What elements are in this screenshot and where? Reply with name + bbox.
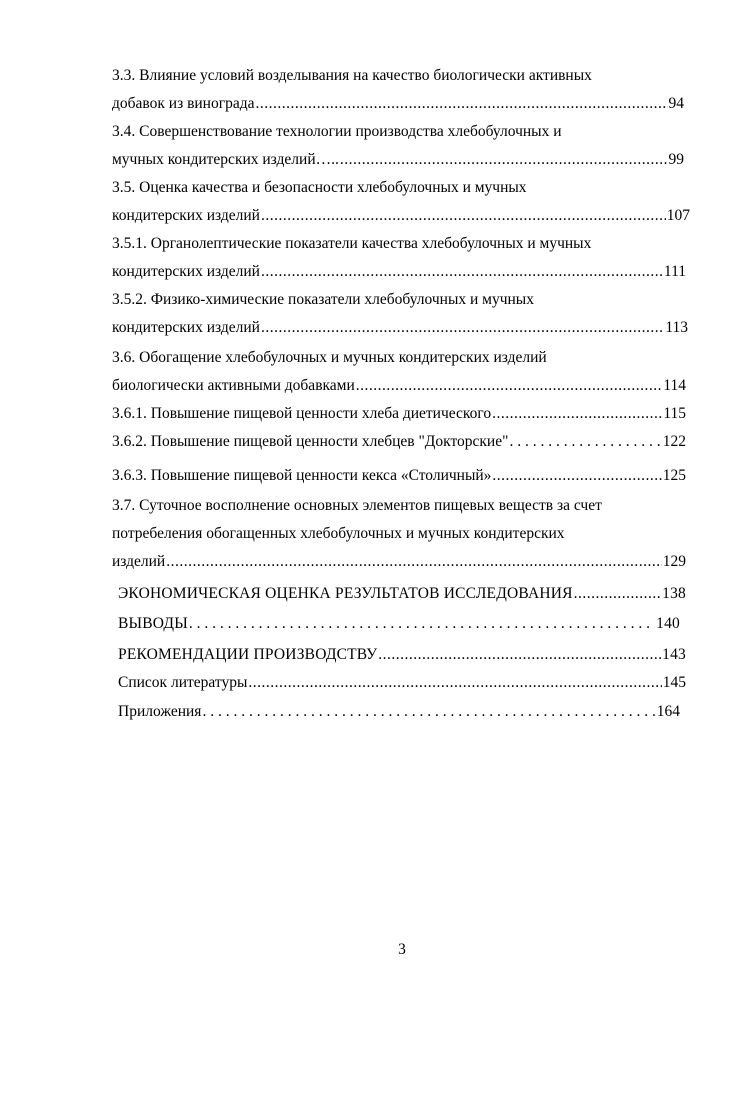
toc-entry-conclusions: [118, 614, 680, 634]
dot-leader: [492, 466, 661, 486]
toc-entry-3-7: [112, 552, 686, 572]
toc-page-number: 94: [668, 95, 684, 112]
toc-entry-title: биологически активными добавками: [112, 377, 355, 394]
dot-leader: [166, 552, 662, 572]
toc-entry-economic: [118, 584, 686, 604]
toc-page-number: 125: [662, 467, 686, 484]
toc-entry-title: добавок из винограда: [112, 95, 255, 112]
toc-entry-3-6-2: [112, 432, 686, 452]
dot-leader: [340, 150, 668, 170]
toc-page-number: 107: [666, 207, 690, 224]
toc-page-number: 143: [662, 646, 686, 663]
toc-page-number: 129: [662, 553, 686, 570]
toc-page-number: 122: [662, 433, 686, 450]
dot-leader: [378, 645, 661, 665]
toc-page-number: 145: [662, 674, 686, 691]
toc-entry-title: ЭКОНОМИЧЕСКАЯ ОЦЕНКА РЕЗУЛЬТАТОВ ИССЛЕДОВАНИЯ: [118, 585, 573, 602]
toc-page-number: 140: [656, 615, 680, 632]
toc-entry-3-6-line1: 3.6. Обогащение хлебобулочных и мучных кондитерских изделий: [112, 349, 547, 366]
toc-entry-3-5-1-line1: 3.5.1. Органолептические показатели качества хлебобулочных и мучных: [112, 235, 592, 252]
toc-entry-3-5-2: [112, 318, 688, 338]
dot-leader: [189, 614, 655, 634]
dot-leader: [261, 318, 664, 338]
page-number: 3: [398, 941, 406, 958]
toc-page-number: 138: [662, 585, 686, 602]
dot-leader: [492, 404, 662, 424]
dot-leader: [248, 673, 661, 693]
dot-leader: [509, 432, 661, 452]
toc-entry-appendices: [118, 702, 680, 722]
dot-leader: [261, 262, 663, 282]
dot-leader: [356, 376, 663, 396]
toc-entry-title: 3.6.3. Повышение пищевой ценности кекса «Столичный»: [112, 467, 492, 484]
dot-leader: [255, 94, 667, 114]
toc-entry-3-5-2-line1: 3.5.2. Физико-химические показатели хлебобулочных и мучных: [112, 291, 534, 308]
toc-entry-references: [118, 673, 686, 693]
toc-entry-title: Список литературы: [118, 674, 248, 691]
toc-entry-3-3: [112, 94, 684, 114]
dot-leader: [261, 206, 666, 226]
toc-entry-3-5-1: [112, 262, 686, 282]
toc-entry-3-5-line1: 3.5. Оценка качества и безопасности хлебобулочных и мучных: [112, 179, 527, 196]
toc-entry-title: 3.6.1. Повышение пищевой ценности хлеба диетического: [112, 405, 492, 422]
toc-entry-title: кондитерских изделий: [112, 207, 260, 224]
toc-entry-title: 3.6.2. Повышение пищевой ценности хлебцев "Докторские": [112, 433, 509, 450]
dot-leader: [202, 702, 655, 722]
toc-entry-3-7-line1: 3.7. Суточное восполнение основных элементов пищевых веществ за счет: [112, 497, 602, 514]
toc-page-number: 111: [663, 263, 686, 280]
toc-entry-title: РЕКОМЕНДАЦИИ ПРОИЗВОДСТВУ: [118, 646, 378, 663]
toc-page-number: 115: [663, 405, 686, 422]
toc-entry-3-6: [112, 376, 686, 396]
toc-entry-3-3-line1: 3.3. Влияние условий возделывания на качество биологически активных: [112, 67, 592, 84]
toc-entry-3-5: [112, 206, 690, 226]
toc-page-number: 113: [665, 319, 688, 336]
toc-page-number: 164: [656, 703, 680, 720]
toc-entry-3-7-line2: потребеления обогащенных хлебобулочных и мучных кондитерских: [112, 525, 565, 542]
toc-entry-3-6-3: [112, 466, 686, 486]
toc-entry-title: ВЫВОДЫ: [118, 615, 188, 632]
toc-entry-recommendations: [118, 645, 686, 665]
dot-leader: [574, 584, 661, 604]
toc-page-number: 114: [663, 377, 686, 394]
toc-entry-title: изделий: [112, 553, 166, 570]
toc-page-number: 99: [668, 151, 684, 168]
toc-entry-title: Приложения: [118, 703, 202, 720]
toc-entry-title: кондитерских изделий: [112, 263, 260, 280]
toc-entry-title: кондитерских изделий: [112, 319, 260, 336]
toc-entry-3-6-1: [112, 404, 686, 424]
toc-entry-3-4: [112, 150, 684, 170]
toc-entry-title: мучных кондитерских изделий…..: [112, 151, 339, 168]
toc-entry-3-4-line1: 3.4. Совершенствование технологии производства хлебобулочных и: [112, 123, 562, 140]
